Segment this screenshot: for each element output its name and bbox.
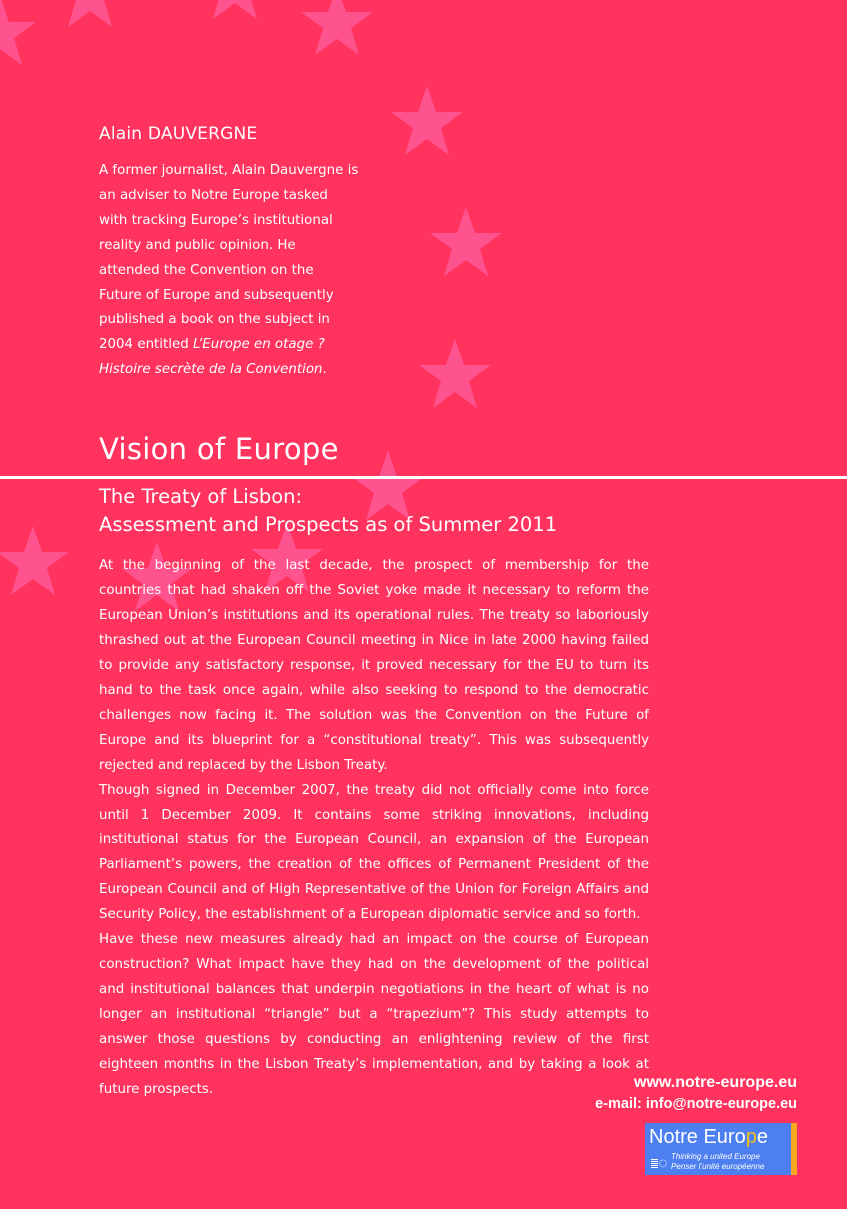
author-bio [99, 159, 359, 383]
email-link[interactable]: e-mail: info@notre-europe.eu [595, 1096, 797, 1112]
star-icon [199, 0, 271, 19]
logo-emblem-icon [651, 1158, 667, 1169]
title-line-2: Assessment and Prospects as of Summer 2011 [99, 513, 558, 536]
bio-end: . [322, 362, 327, 378]
abstract-paragraph: Have these new measures already had an impact on the course of European construction? What impact have they had on the development of the political and institutional balances that underpin negotiations in the heart of what is no longer an institutional “triangle” but a “trapezium”? This study attempts to answer those questions by conducting an enlightening review of the first eighteen months in the Lisbon Treaty’s implementation, and by taking a look at future prospects. [99, 932, 649, 1098]
star-icon [0, 0, 36, 65]
abstract [99, 554, 649, 1103]
divider [0, 476, 847, 479]
tagline-fr: Penser l’unité européenne [671, 1161, 765, 1171]
logo-brand-b: p [745, 1126, 757, 1148]
title-line-1: The Treaty of Lisbon: [99, 485, 303, 508]
bio-text: A former journalist, Alain Dauvergne is an adviser to Notre Europe tasked with tracking Europe’s institutional reality and public opinion. He attended the Convention on the Future of Europe and subsequently published a book on the subject in 2004 entitled [99, 163, 359, 353]
series-title: Vision of Europe [99, 432, 339, 466]
star-icon [419, 339, 491, 408]
author-first-name: Alain [99, 124, 143, 144]
star-icon [0, 526, 69, 595]
star-icon [301, 0, 373, 55]
star-icon [391, 86, 463, 155]
notre-europe-logo [645, 1123, 797, 1175]
author-last-name: DAUVERGNE [147, 124, 258, 144]
logo-brand-c: e [756, 1126, 768, 1148]
logo-tagline [671, 1152, 764, 1171]
abstract-paragraph: At the beginning of the last decade, the prospect of membership for the countries that had shaken off the Soviet yoke made it necessary to reform the European Union’s institutions and its operational rules. The treaty so laboriously thrashed out at the European Council meeting in Nice in late 2000 having failed to provide any satisfactory response, it proved necessary for the EU to turn its hand to the task once again, while also seeking to respond to the democratic challenges now facing it. The solution was the Convention on the Future of Europe and its blueprint for a “constitutional treaty”. This was subsequently rejected and replaced by the Lisbon Treaty. [99, 558, 649, 773]
star-icon [54, 0, 126, 27]
author-name [99, 124, 257, 144]
star-icon [430, 207, 502, 276]
logo-brand [649, 1126, 768, 1149]
logo-accent-bar [791, 1123, 797, 1175]
book-title: L’Europe en otage ? Histoire secrète de la Convention [99, 337, 325, 378]
tagline-en: Thinking a united Europe [671, 1152, 760, 1161]
contact-block [595, 1072, 797, 1114]
logo-brand-a: Notre Euro [649, 1126, 746, 1148]
document-title [99, 483, 557, 539]
abstract-paragraph: Though signed in December 2007, the treaty did not officially come into force until 1 December 2009. It contains some striking innovations, including institutional status for the European Council, an expansion of the European Parliament’s powers, the creation of the offices of Permanent President of the European Council and of High Representative of the Union for Foreign Affairs and Security Policy, the establishment of a European diplomatic service and so forth. [99, 782, 649, 923]
website-link[interactable]: www.notre-europe.eu [634, 1074, 797, 1091]
